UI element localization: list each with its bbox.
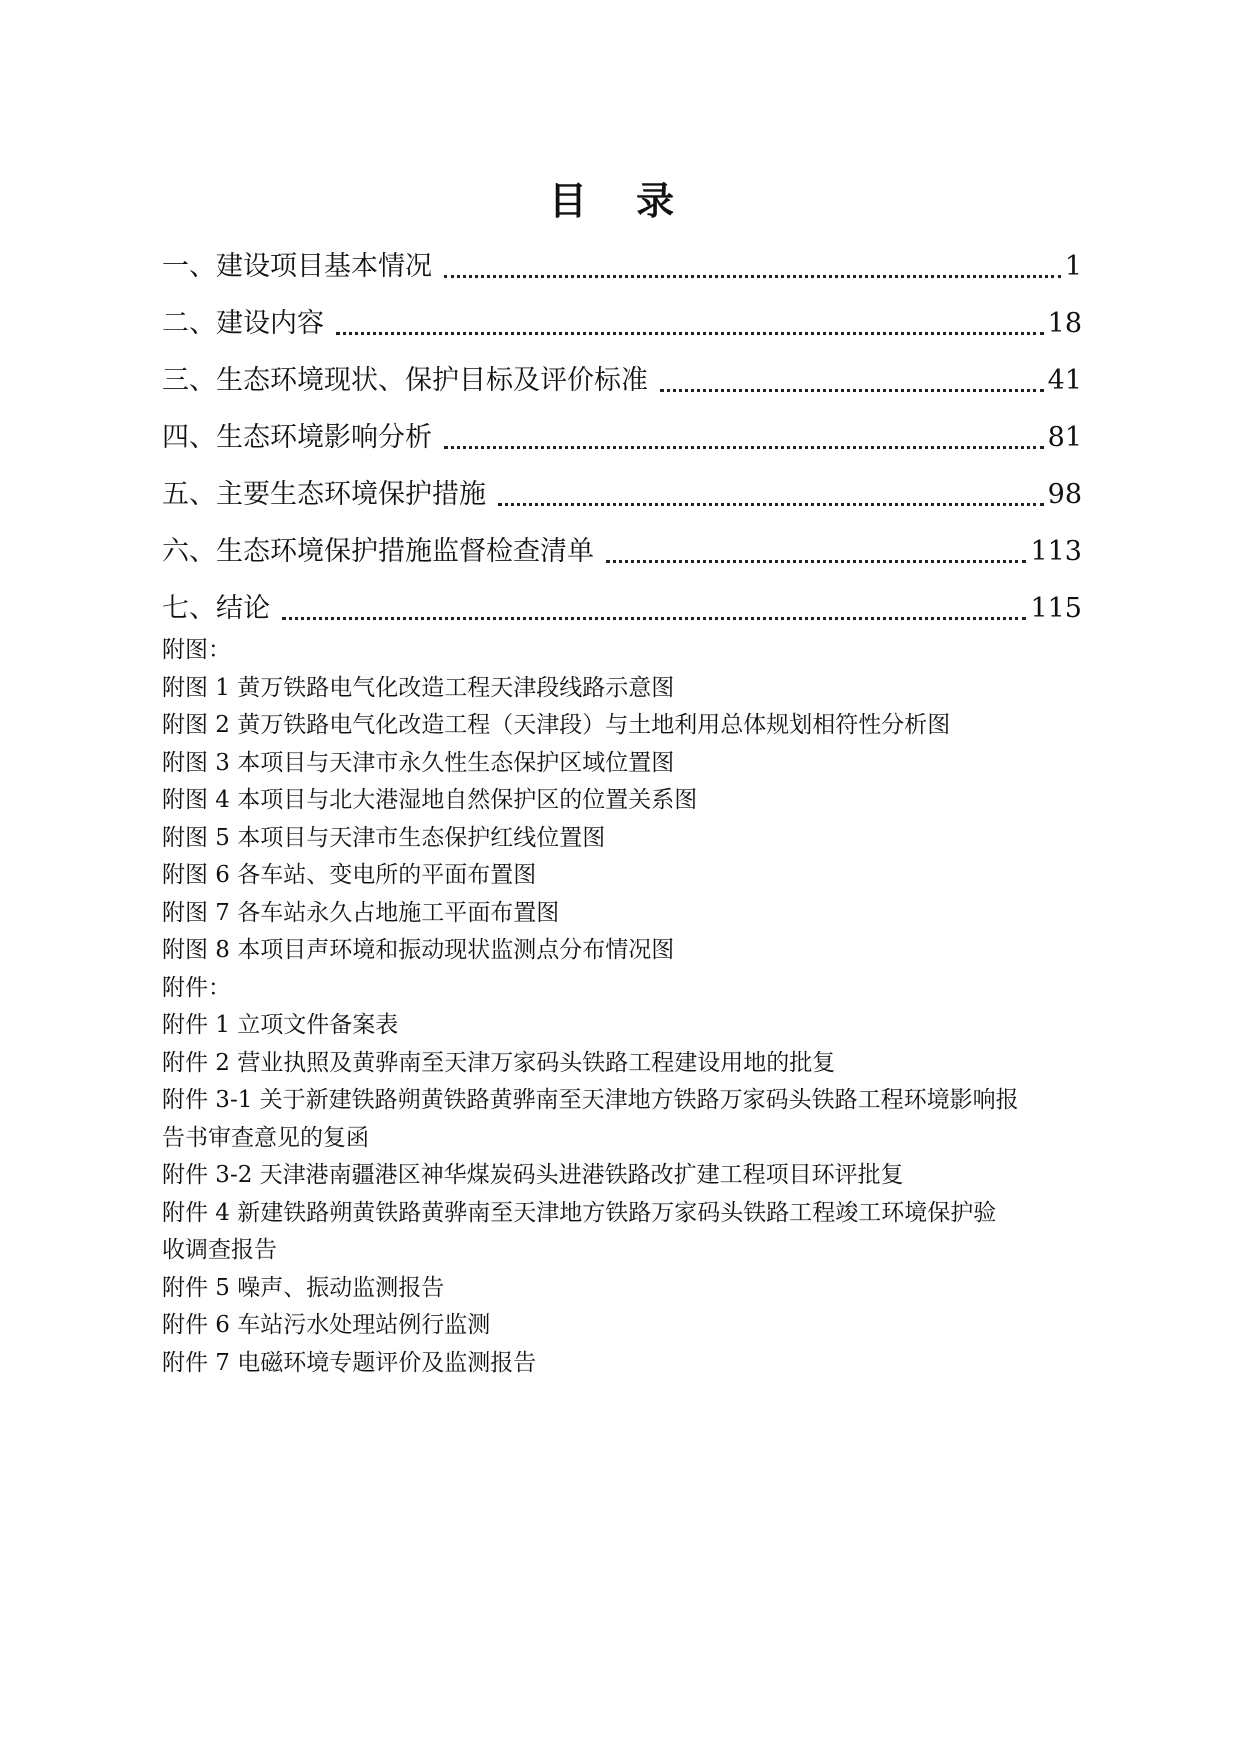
toc-dot-leader <box>606 559 1026 563</box>
appendix-list <box>162 632 1082 1382</box>
toc-dot-leader <box>498 502 1044 506</box>
toc-entry[interactable] <box>162 230 1082 287</box>
toc-entry[interactable] <box>162 572 1082 629</box>
toc-entry-label: 七、结论 <box>162 593 270 624</box>
toc-entry-label: 六、生态环境保护措施监督检查清单 <box>162 536 594 567</box>
figure-item: 附图 5 本项目与天津市生态保护红线位置图 <box>162 824 606 851</box>
toc-entry-page: 113 <box>1030 536 1082 567</box>
figure-item: 附图 2 黄万铁路电气化改造工程（天津段）与土地利用总体规划相符性分析图 <box>162 712 951 738</box>
attachment-item: 附件 1 立项文件备案表 <box>162 1012 399 1038</box>
toc-entry[interactable] <box>162 458 1082 515</box>
toc-dot-leader <box>444 445 1044 449</box>
attachment-item: 附件 4 新建铁路朔黄铁路黄骅南至天津地方铁路万家码头铁路工程竣工环境保护验 <box>162 1199 997 1226</box>
toc-dot-leader <box>336 331 1044 335</box>
toc-entry-page: 81 <box>1047 422 1082 453</box>
attachment-item: 附件 3-2 天津港南疆港区神华煤炭码头进港铁路改扩建工程项目环评批复 <box>162 1162 904 1188</box>
toc-entry-page: 41 <box>1047 365 1082 396</box>
figures-heading: 附图： <box>162 637 231 663</box>
figure-item: 附图 1 黄万铁路电气化改造工程天津段线路示意图 <box>162 674 675 701</box>
toc-entry-page: 1 <box>1064 251 1082 282</box>
figure-item: 附图 6 各车站、变电所的平面布置图 <box>162 862 537 888</box>
toc-entry[interactable] <box>162 401 1082 458</box>
attachment-item: 附件 3-1 关于新建铁路朔黄铁路黄骅南至天津地方铁路万家码头铁路工程环境影响报 <box>162 1087 1019 1113</box>
attachment-item: 附件 7 电磁环境专题评价及监测报告 <box>162 1349 537 1376</box>
attachment-item-continued: 收调查报告 <box>162 1237 277 1263</box>
toc-entry-label: 三、生态环境现状、保护目标及评价标准 <box>162 365 648 396</box>
toc-dot-leader <box>660 388 1044 392</box>
toc-entry-label: 四、生态环境影响分析 <box>162 422 432 453</box>
figure-item: 附图 3 本项目与天津市永久性生态保护区域位置图 <box>162 749 675 776</box>
toc-entry-page: 115 <box>1030 593 1082 624</box>
toc-entry-label: 一、建设项目基本情况 <box>162 251 432 282</box>
figure-item: 附图 8 本项目声环境和振动现状监测点分布情况图 <box>162 937 675 963</box>
attachment-item: 附件 2 营业执照及黄骅南至天津万家码头铁路工程建设用地的批复 <box>162 1049 836 1076</box>
attachment-item: 附件 6 车站污水处理站例行监测 <box>162 1312 491 1338</box>
attachment-item: 附件 5 噪声、振动监测报告 <box>162 1274 445 1301</box>
toc-dot-leader <box>444 274 1061 278</box>
toc-entry[interactable] <box>162 515 1082 572</box>
table-of-contents <box>162 230 1082 629</box>
toc-dot-leader <box>282 616 1026 620</box>
page-title: 目 录 <box>548 178 693 223</box>
toc-entry[interactable] <box>162 287 1082 344</box>
attachments-heading: 附件： <box>162 974 231 1001</box>
toc-entry[interactable] <box>162 344 1082 401</box>
attachment-item-continued: 告书审查意见的复函 <box>162 1124 369 1151</box>
toc-entry-page: 98 <box>1047 479 1082 510</box>
figure-item: 附图 7 各车站永久占地施工平面布置图 <box>162 899 560 926</box>
toc-entry-label: 五、主要生态环境保护措施 <box>162 479 486 510</box>
figure-item: 附图 4 本项目与北大港湿地自然保护区的位置关系图 <box>162 787 698 813</box>
toc-entry-page: 18 <box>1047 308 1082 339</box>
toc-entry-label: 二、建设内容 <box>162 308 324 339</box>
